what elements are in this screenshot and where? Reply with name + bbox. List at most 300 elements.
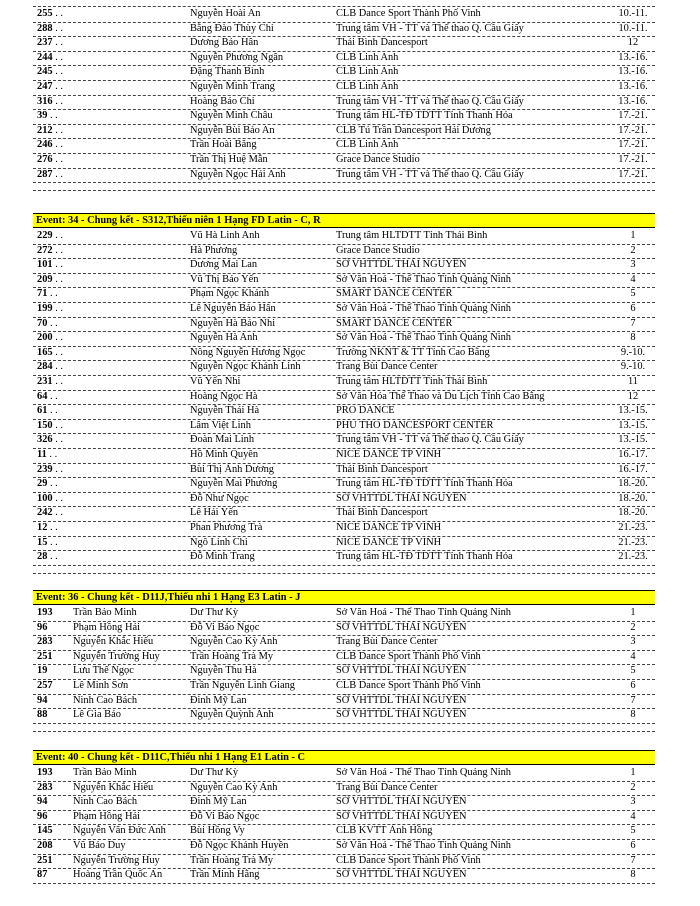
start-number-value: 245 [37, 66, 53, 78]
start-number-value: 246 [37, 139, 53, 151]
partner-dancer-name: Nguyễn Thu Hà [190, 665, 257, 677]
club-name: Trung tâm HLTDTT Tỉnh Thái Bình [336, 230, 488, 241]
start-number-value: 199 [37, 303, 53, 314]
club-name: Trung tâm HL-TĐ TDTT Tỉnh Thanh Hóa [336, 478, 513, 490]
lead-dancer-name: Hoàng Trần Quốc An [73, 869, 163, 881]
dancer-name: Nguyễn Hà Bảo Nhi [190, 317, 276, 329]
placing: 7 [630, 854, 636, 866]
start-number [37, 287, 97, 301]
placing: 7 [630, 694, 636, 706]
club-name: CLB Dance Sport Thành Phố Vinh [336, 854, 481, 866]
start-number-value: 96 [37, 621, 48, 633]
start-number-value: 193 [37, 767, 53, 778]
placing: 4 [630, 810, 636, 822]
dancer-name: Đỗ Minh Trang [190, 551, 255, 563]
number-dots: . . [52, 8, 63, 19]
start-number-value: 150 [37, 419, 53, 431]
start-number [37, 124, 97, 138]
partner-dancer-name: Trần Nguyễn Linh Giang [190, 680, 295, 691]
placing: 8 [630, 332, 636, 344]
start-number [37, 168, 97, 182]
placing: 8 [630, 709, 636, 721]
result-row [33, 65, 655, 81]
event-title: Event: 40 - Chung kết - D11C,Thiếu nhi 1 Hạng E1 Latin - C [36, 752, 306, 763]
result-row [33, 635, 655, 651]
start-number [37, 521, 97, 535]
placing: 2 [630, 244, 636, 256]
dancer-name: Nguyễn Ngọc Khánh Linh [190, 361, 301, 373]
lead-dancer-name: Ninh Cao Bách [73, 694, 138, 706]
start-number-value: 255 [37, 8, 53, 19]
partner-dancer-name: Nguyễn Cao Kỳ Anh [190, 636, 278, 648]
club-name: Thái Bình Dancesport [336, 507, 428, 519]
result-row [33, 536, 655, 552]
event-title: Event: 34 - Chung kết - S312,Thiếu niên 1 Hạng FD Latin - C, R [36, 215, 321, 226]
start-number-value: 94 [37, 694, 48, 706]
number-dots: . . [52, 154, 63, 165]
placing: 16.-17. [618, 449, 648, 460]
result-row [33, 302, 655, 318]
result-row [33, 7, 655, 23]
number-dots: . . [52, 139, 63, 151]
result-row [33, 229, 655, 245]
partner-dancer-name: Đinh Mỹ Lan [190, 694, 247, 706]
start-number [37, 404, 97, 418]
result-row [33, 463, 655, 479]
result-row [33, 795, 655, 811]
start-number [37, 550, 97, 564]
number-dots: . . [47, 317, 58, 329]
club-name: Trung tâm HL-TĐ TDTT Tỉnh Thanh Hóa [336, 551, 513, 563]
start-number-value: 272 [37, 244, 53, 256]
partner-dancer-name: Trần Minh Hằng [190, 869, 260, 881]
dancer-name: Nguyễn Hà Anh [190, 332, 258, 344]
placing: 2 [630, 621, 636, 633]
number-dots: . . [52, 37, 63, 49]
result-row [33, 287, 655, 303]
dancer-name: Trần Hoài Băng [190, 139, 257, 151]
placing: 13.-15. [618, 434, 648, 446]
start-number-value: 15 [37, 536, 48, 548]
lead-dancer-name: Vũ Bảo Duy [73, 840, 126, 851]
result-row [33, 621, 655, 637]
start-number [37, 302, 97, 316]
result-row [33, 506, 655, 522]
number-dots: . . [52, 168, 63, 180]
placing: 7 [630, 317, 636, 329]
result-row [33, 708, 655, 724]
start-number-value: 284 [37, 361, 53, 373]
start-number [37, 346, 97, 360]
dancer-name: Ngô Linh Chi [190, 536, 248, 548]
number-dots: . . [46, 449, 58, 460]
result-row [33, 824, 655, 840]
start-number-value: 96 [37, 810, 48, 822]
placing: 13.-16. [618, 51, 648, 63]
start-number [37, 317, 97, 331]
placing: 11 [627, 376, 638, 387]
number-dots: . . [47, 110, 58, 122]
number-dots: . . [52, 51, 63, 63]
result-row [33, 781, 655, 797]
start-number-value: 316 [37, 95, 53, 107]
placing: 6 [630, 680, 636, 691]
dancer-name: Nguyễn Minh Châu [190, 110, 273, 122]
event-title: Event: 36 - Chung kết - D11J,Thiếu nhi 1 Hạng E3 Latin - J [36, 592, 301, 603]
start-number-value: 165 [37, 346, 53, 358]
start-number-value: 209 [37, 273, 53, 285]
placing: 9.-10. [620, 361, 646, 373]
number-dots: . . [47, 405, 58, 417]
start-number-value: 244 [37, 51, 53, 63]
result-row [33, 679, 655, 695]
start-number-value: 239 [37, 463, 53, 475]
lead-dancer-name: Trần Bảo Minh [73, 767, 137, 778]
start-number [37, 419, 97, 433]
club-name: CLB Linh Anh [336, 81, 399, 92]
start-number [37, 138, 97, 152]
start-number-value: 193 [37, 607, 53, 618]
club-name: CLB Tú Trần Dancesport Hải Dương [336, 124, 491, 136]
placing: 9.-10. [620, 346, 646, 358]
start-number [37, 390, 97, 404]
club-name: Trung tâm VH - TT và Thể thao Q. Cầu Giấy [336, 95, 524, 107]
result-row [33, 694, 655, 710]
start-number [37, 477, 97, 491]
start-number [37, 109, 97, 123]
result-row [33, 331, 655, 347]
dancer-name: Lâm Việt Linh [190, 419, 251, 431]
number-dots: . . [52, 463, 63, 475]
dancer-name: Hồ Minh Quyên [190, 449, 259, 460]
partner-dancer-name: Đỗ Vi Bảo Ngọc [190, 810, 260, 822]
partner-dancer-name: Trần Hoàng Trà My [190, 650, 274, 662]
club-name: NICE DANCE TP VINH [336, 522, 442, 533]
dancer-name: Nông Nguyễn Hương Ngọc [190, 346, 306, 358]
start-number-value: 71 [37, 288, 48, 300]
dancer-name: Hoàng Bảo Chi [190, 95, 255, 107]
result-row [33, 390, 655, 406]
placing: 1 [630, 230, 636, 241]
lead-dancer-name: Lê Minh Sơn [73, 680, 129, 691]
start-number-value: 29 [37, 478, 48, 490]
dancer-name: Lê Nguyễn Bảo Hân [190, 303, 276, 314]
lead-dancer-name: Trần Bảo Minh [73, 607, 137, 618]
club-name: SỞ VHTTDL THÁI NGUYÊN [336, 621, 467, 633]
result-row [33, 419, 655, 435]
number-dots: . . [52, 346, 63, 358]
club-name: Grace Dance Studio [336, 154, 420, 165]
placing: 21.-23. [618, 536, 648, 548]
placing: 13.-16. [618, 66, 648, 78]
result-row [33, 854, 655, 870]
number-dots: . . [52, 507, 63, 519]
start-number [37, 244, 97, 258]
start-number [37, 492, 97, 506]
number-dots: . . [52, 434, 63, 446]
result-row [33, 95, 655, 111]
dancer-name: Hoàng Ngọc Hà [190, 390, 258, 402]
dancer-name: Nguyễn Phương Ngân [190, 51, 284, 63]
placing: 8 [630, 869, 636, 881]
club-name: Trung tâm HLTDTT Tỉnh Thái Bình [336, 376, 488, 387]
result-row [33, 404, 655, 420]
result-row [33, 664, 655, 680]
dancer-name: Phạm Ngọc Khánh [190, 288, 270, 300]
club-name: Trang Bùi Dance Center [336, 361, 438, 373]
lead-dancer-name: Nguyễn Khắc Hiếu [73, 781, 154, 793]
start-number-value: 276 [37, 154, 53, 165]
placing: 5 [630, 825, 636, 837]
start-number-value: 61 [37, 405, 48, 417]
placing: 17.-21. [618, 154, 648, 165]
start-number [37, 433, 97, 447]
start-number-value: 19 [37, 665, 48, 677]
result-row [33, 36, 655, 52]
club-name: Sở Văn Hoá - Thể Thao Tỉnh Quảng Ninh [336, 840, 511, 851]
placing: 5 [630, 288, 636, 300]
number-dots: . . [52, 273, 63, 285]
dancer-name: Vũ Thị Bảo Yến [190, 273, 259, 285]
club-name: Thái Bình Dancesport [336, 463, 428, 475]
club-name: Sở Văn Hoá - Thể Thao Tỉnh Quảng Ninh [336, 607, 511, 618]
start-number [37, 536, 97, 550]
number-dots: . . [47, 522, 58, 533]
dancer-name: Phan Phương Trà [190, 522, 263, 533]
lead-dancer-name: Nguyễn Văn Đức Anh [73, 825, 166, 837]
placing: 4 [630, 650, 636, 662]
club-name: CLB KVTT Ánh Hồng [336, 825, 433, 837]
placing: 12 [627, 390, 639, 402]
placing: 13.-16. [618, 95, 648, 107]
placing: 21.-23. [618, 522, 648, 533]
placing: 1 [630, 607, 636, 618]
result-row [33, 244, 655, 260]
partner-dancer-name: Đinh Mỹ Lan [190, 796, 247, 808]
placing: 13.-15. [618, 405, 648, 417]
start-number-value: 87 [37, 869, 48, 881]
number-dots: . . [47, 536, 58, 548]
club-name: Trang Bùi Dance Center [336, 636, 438, 648]
start-number [37, 65, 97, 79]
number-dots: . . [52, 259, 63, 271]
placing: 6 [630, 303, 636, 314]
start-number [37, 153, 97, 167]
dancer-name: Lê Hải Yến [190, 507, 239, 519]
placing: 18.-20. [618, 507, 648, 519]
number-dots: . . [47, 478, 58, 490]
event-header [33, 750, 655, 765]
club-name: SỞ VHTTDL THÁI NGUYÊN [336, 665, 467, 677]
club-name: CLB Dance Sport Thành Phố Vinh [336, 680, 481, 691]
number-dots: . . [52, 230, 63, 241]
dancer-name: Nguyễn Bùi Bảo An [190, 124, 275, 136]
dancer-name: Nguyễn Minh Trang [190, 81, 275, 92]
club-name: SỞ VHTTDL THÁI NGUYÊN [336, 709, 467, 721]
section-separator [33, 573, 655, 574]
start-number-value: 39 [37, 110, 48, 122]
result-row [33, 168, 655, 184]
result-row [33, 138, 655, 154]
partner-dancer-name: Đỗ Ngọc Khánh Huyền [190, 840, 289, 851]
dancer-name: Đặng Thanh Bình [190, 66, 265, 78]
dancer-name: Nguyễn Hoài An [190, 8, 261, 19]
placing: 1 [630, 767, 636, 778]
club-name: CLB Linh Anh [336, 51, 399, 63]
dancer-name: Hà Phương [190, 244, 238, 256]
number-dots: . . [47, 390, 58, 402]
result-row [33, 448, 655, 464]
club-name: SỞ VHTTDL THÁI NGUYÊN [336, 810, 467, 822]
result-row [33, 22, 655, 38]
club-name: PHU THO DANCESPORT CENTER [336, 419, 494, 431]
club-name: Trường NKNT & TT Tỉnh Cao Bằng [336, 346, 490, 358]
club-name: Trung tâm HL-TĐ TDTT Tỉnh Thanh Hóa [336, 110, 513, 122]
start-number-value: 64 [37, 390, 48, 402]
lead-dancer-name: Nguyễn Trường Huy [73, 650, 160, 662]
start-number-value: 288 [37, 22, 53, 34]
placing: 13.-15. [618, 419, 648, 431]
result-row [33, 521, 655, 537]
lead-dancer-name: Lê Gia Bảo [73, 709, 121, 721]
start-number-value: 283 [37, 781, 53, 793]
dancer-name: Dương Mai Lan [190, 259, 258, 271]
dancer-name: Bùi Thị Ánh Dương [190, 463, 274, 475]
dancer-name: Trần Thị Huệ Mẫn [190, 154, 268, 165]
club-name: SMART DANCE CENTER [336, 288, 453, 300]
result-row [33, 433, 655, 449]
start-number-value: 212 [37, 124, 53, 136]
lead-dancer-name: Lưu Thế Ngọc [73, 665, 134, 677]
dancer-name: Nguyễn Ngọc Hải Anh [190, 168, 286, 180]
result-row [33, 606, 655, 622]
result-row [33, 80, 655, 96]
club-name: Sở Văn Hoá - Thể Thao Tỉnh Quảng Ninh [336, 303, 511, 314]
start-number [37, 51, 97, 65]
start-number [37, 273, 97, 287]
start-number [37, 80, 97, 94]
number-dots: . . [52, 66, 63, 78]
start-number-value: 326 [37, 434, 53, 446]
number-dots: . . [52, 22, 63, 34]
partner-dancer-name: Nguyễn Quỳnh Anh [190, 709, 274, 721]
placing: 17.-21. [618, 168, 648, 180]
result-row [33, 273, 655, 289]
dancer-name: Dương Bảo Hân [190, 37, 259, 49]
placing: 2 [630, 781, 636, 793]
start-number-value: 242 [37, 507, 53, 519]
start-number-value: 28 [37, 551, 48, 563]
club-name: NICE DANCE TP VINH [336, 536, 442, 548]
result-row [33, 868, 655, 884]
club-name: SỞ VHTTDL THÁI NGUYÊN [336, 869, 467, 881]
start-number-value: 231 [37, 376, 53, 387]
dancer-name: Nguyễn Thái Hà [190, 405, 260, 417]
start-number [37, 95, 97, 109]
lead-dancer-name: Phạm Hồng Hải [73, 621, 140, 633]
start-number-value: 247 [37, 81, 53, 92]
result-row [33, 477, 655, 493]
placing: 10.-11. [618, 8, 648, 19]
club-name: Sở Văn Hoá - Thể Thao Tỉnh Quảng Ninh [336, 273, 511, 285]
start-number [37, 22, 97, 36]
club-name: Sở Văn Hoá - Thể Thao Tỉnh Quảng Ninh [336, 767, 511, 778]
start-number-value: 208 [37, 840, 53, 851]
club-name: Trung tâm VH - TT và Thể thao Q. Cầu Giấy [336, 22, 524, 34]
club-name: PRO DANCE [336, 405, 395, 417]
placing: 3 [630, 636, 636, 648]
placing: 18.-20. [618, 492, 648, 504]
start-number-value: 100 [37, 492, 53, 504]
result-row [33, 650, 655, 666]
result-row [33, 375, 655, 391]
placing: 3 [630, 796, 636, 808]
lead-dancer-name: Nguyễn Trường Huy [73, 854, 160, 866]
club-name: Trang Bùi Dance Center [336, 781, 438, 793]
number-dots: . . [52, 124, 63, 136]
start-number-value: 251 [37, 854, 53, 866]
lead-dancer-name: Nguyễn Khắc Hiếu [73, 636, 154, 648]
dancer-name: Vũ Yến Nhi [190, 376, 241, 387]
dancer-name: Vũ Hà Linh Anh [190, 230, 260, 241]
result-row [33, 124, 655, 140]
club-name: Sở Văn Hóa Thể Thao và Du Lịch Tỉnh Cao Bằng [336, 390, 545, 402]
partner-dancer-name: Đỗ Vi Bảo Ngọc [190, 621, 260, 633]
number-dots: . . [52, 361, 63, 373]
number-dots: . . [52, 376, 63, 387]
lead-dancer-name: Ninh Cao Bách [73, 796, 138, 808]
start-number-value: 11 [37, 449, 47, 460]
club-name: CLB Linh Anh [336, 66, 399, 78]
placing: 13.-16. [618, 81, 648, 92]
placing: 21.-23. [618, 551, 648, 563]
start-number-value: 287 [37, 168, 53, 180]
start-number-value: 251 [37, 650, 53, 662]
start-number [37, 463, 97, 477]
club-name: Grace Dance Studio [336, 244, 420, 256]
partner-dancer-name: Dư Thư Kỳ [190, 767, 239, 778]
placing: 10.-11. [618, 22, 648, 34]
number-dots: . . [52, 81, 63, 92]
club-name: SỞ VHTTDL THÁI NGUYÊN [336, 796, 467, 808]
start-number-value: 70 [37, 317, 48, 329]
start-number-value: 229 [37, 230, 53, 241]
club-name: Trung tâm VH - TT và Thể thao Q. Cầu Giấy [336, 434, 524, 446]
placing: 17.-21. [618, 139, 648, 151]
section-separator [33, 190, 655, 191]
result-row [33, 550, 655, 566]
result-row [33, 317, 655, 333]
number-dots: . . [52, 244, 63, 256]
start-number [37, 506, 97, 520]
placing: 17.-21. [618, 110, 648, 122]
number-dots: . . [52, 95, 63, 107]
club-name: SỞ VHTTDL THÁI NGUYÊN [336, 694, 467, 706]
club-name: SỞ VHTTDL THÁI NGUYÊN [336, 259, 467, 271]
section-separator [33, 731, 655, 732]
start-number-value: 88 [37, 709, 48, 721]
start-number-value: 94 [37, 796, 48, 808]
start-number-value: 283 [37, 636, 53, 648]
placing: 4 [630, 273, 636, 285]
start-number [37, 448, 97, 462]
dancer-name: Đoàn Mai Linh [190, 434, 255, 446]
number-dots: . . [52, 303, 63, 314]
partner-dancer-name: Trần Hoàng Trà My [190, 854, 274, 866]
result-row [33, 51, 655, 67]
number-dots: . . [52, 332, 63, 344]
placing: 17.-21. [618, 124, 648, 136]
